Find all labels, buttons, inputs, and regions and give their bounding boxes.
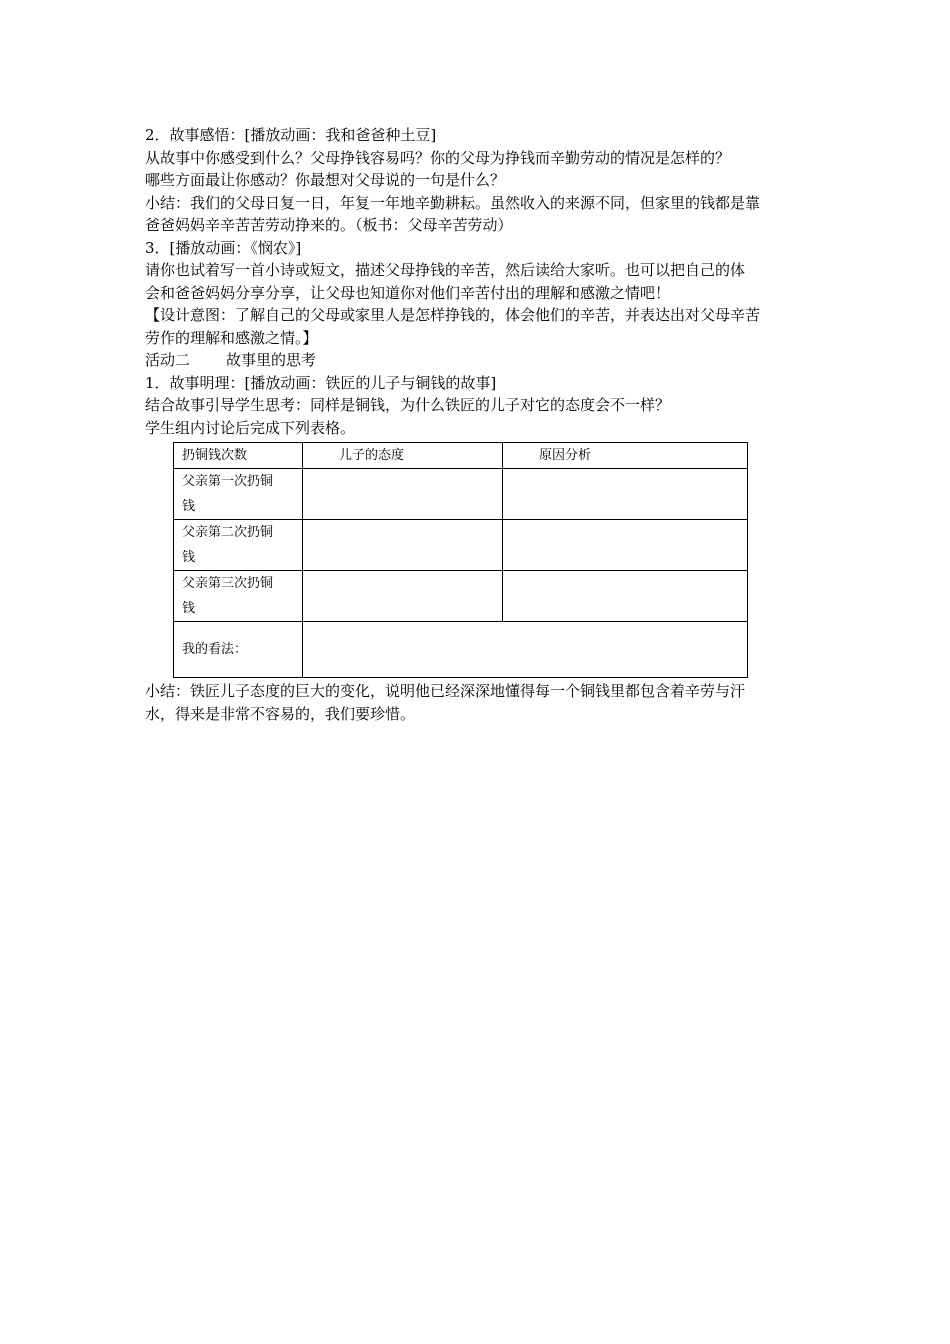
table-row bbox=[174, 571, 748, 622]
paragraph-line: 结合故事引导学生思考：同样是铜钱，为什么铁匠的儿子对它的态度会不一样？ bbox=[145, 396, 671, 414]
activity-label: 活动二 bbox=[145, 351, 191, 369]
activity-heading bbox=[145, 349, 815, 372]
table-cell-empty[interactable] bbox=[303, 520, 503, 571]
summary-line: 小结：铁匠儿子态度的巨大的变化，说明他已经深深地懂得每一个铜钱里都包含着辛劳与汗 bbox=[145, 682, 746, 700]
table-row bbox=[174, 469, 748, 520]
document-page bbox=[145, 124, 815, 725]
summary-line: 小结：我们的父母日复一日，年复一年地辛勤耕耘。虽然收入的来源不同，但家里的钱都是靠 bbox=[145, 193, 761, 212]
summary-line: 水，得来是非常不容易的，我们要珍惜。 bbox=[145, 704, 416, 723]
paragraph-line: 哪些方面最让你感动？你最想对父母说的一句是什么？ bbox=[145, 171, 506, 189]
paragraph-line: 会和爸爸妈妈分享分享，让父母也知道你对他们辛苦付出的理解和感激之情吧！ bbox=[145, 283, 671, 302]
design-intent-line: 劳作的理解和感激之情。】 bbox=[145, 328, 318, 347]
table-header-cell: 儿子的态度 bbox=[303, 443, 503, 469]
activity-title: 故事里的思考 bbox=[226, 351, 317, 369]
paragraph-line: 请你也试着写一首小诗或短文，描述父母挣钱的辛苦，然后读给大家听。也可以把自己的体 bbox=[145, 261, 746, 279]
table-header-cell: 原因分析 bbox=[503, 443, 748, 469]
section-heading-3: 3．[播放动画：《悯农》] bbox=[145, 238, 302, 257]
table-cell-empty[interactable] bbox=[303, 571, 503, 622]
summary-line: 爸爸妈妈辛辛苦苦劳动挣来的。（板书：父母辛苦劳动） bbox=[145, 216, 513, 234]
table-row-label: 父亲第三次扔铜 钱 bbox=[174, 571, 303, 622]
table-row bbox=[174, 520, 748, 571]
opinion-label: 我的看法： bbox=[174, 622, 303, 678]
paragraph-line: 从故事中你感受到什么？父母挣钱容易吗？你的父母为挣钱而辛勤劳动的情况是怎样的？ bbox=[145, 148, 731, 167]
table-cell-empty[interactable] bbox=[503, 469, 748, 520]
section-heading-1: 1．故事明理：[播放动画：铁匠的儿子与铜钱的故事] bbox=[145, 373, 497, 392]
design-intent-line: 【设计意图：了解自己的父母或家里人是怎样挣钱的，体会他们的辛苦，并表达出对父母辛苦 bbox=[145, 306, 761, 324]
table-cell-empty[interactable] bbox=[503, 571, 748, 622]
table-cell-empty[interactable] bbox=[503, 520, 748, 571]
paragraph-line: 学生组内讨论后完成下列表格。 bbox=[145, 418, 356, 437]
table-header-row bbox=[174, 443, 748, 469]
section-heading-2: 2．故事感悟：[播放动画：我和爸爸种土豆] bbox=[145, 126, 437, 144]
table-row-label: 父亲第二次扔铜 钱 bbox=[174, 520, 303, 571]
opinion-cell-empty[interactable] bbox=[303, 622, 748, 678]
table-row-label: 父亲第一次扔铜 钱 bbox=[174, 469, 303, 520]
worksheet-table bbox=[173, 442, 748, 678]
table-header-cell: 扔铜钱次数 bbox=[174, 443, 303, 469]
table-cell-empty[interactable] bbox=[303, 469, 503, 520]
table-opinion-row bbox=[174, 622, 748, 678]
